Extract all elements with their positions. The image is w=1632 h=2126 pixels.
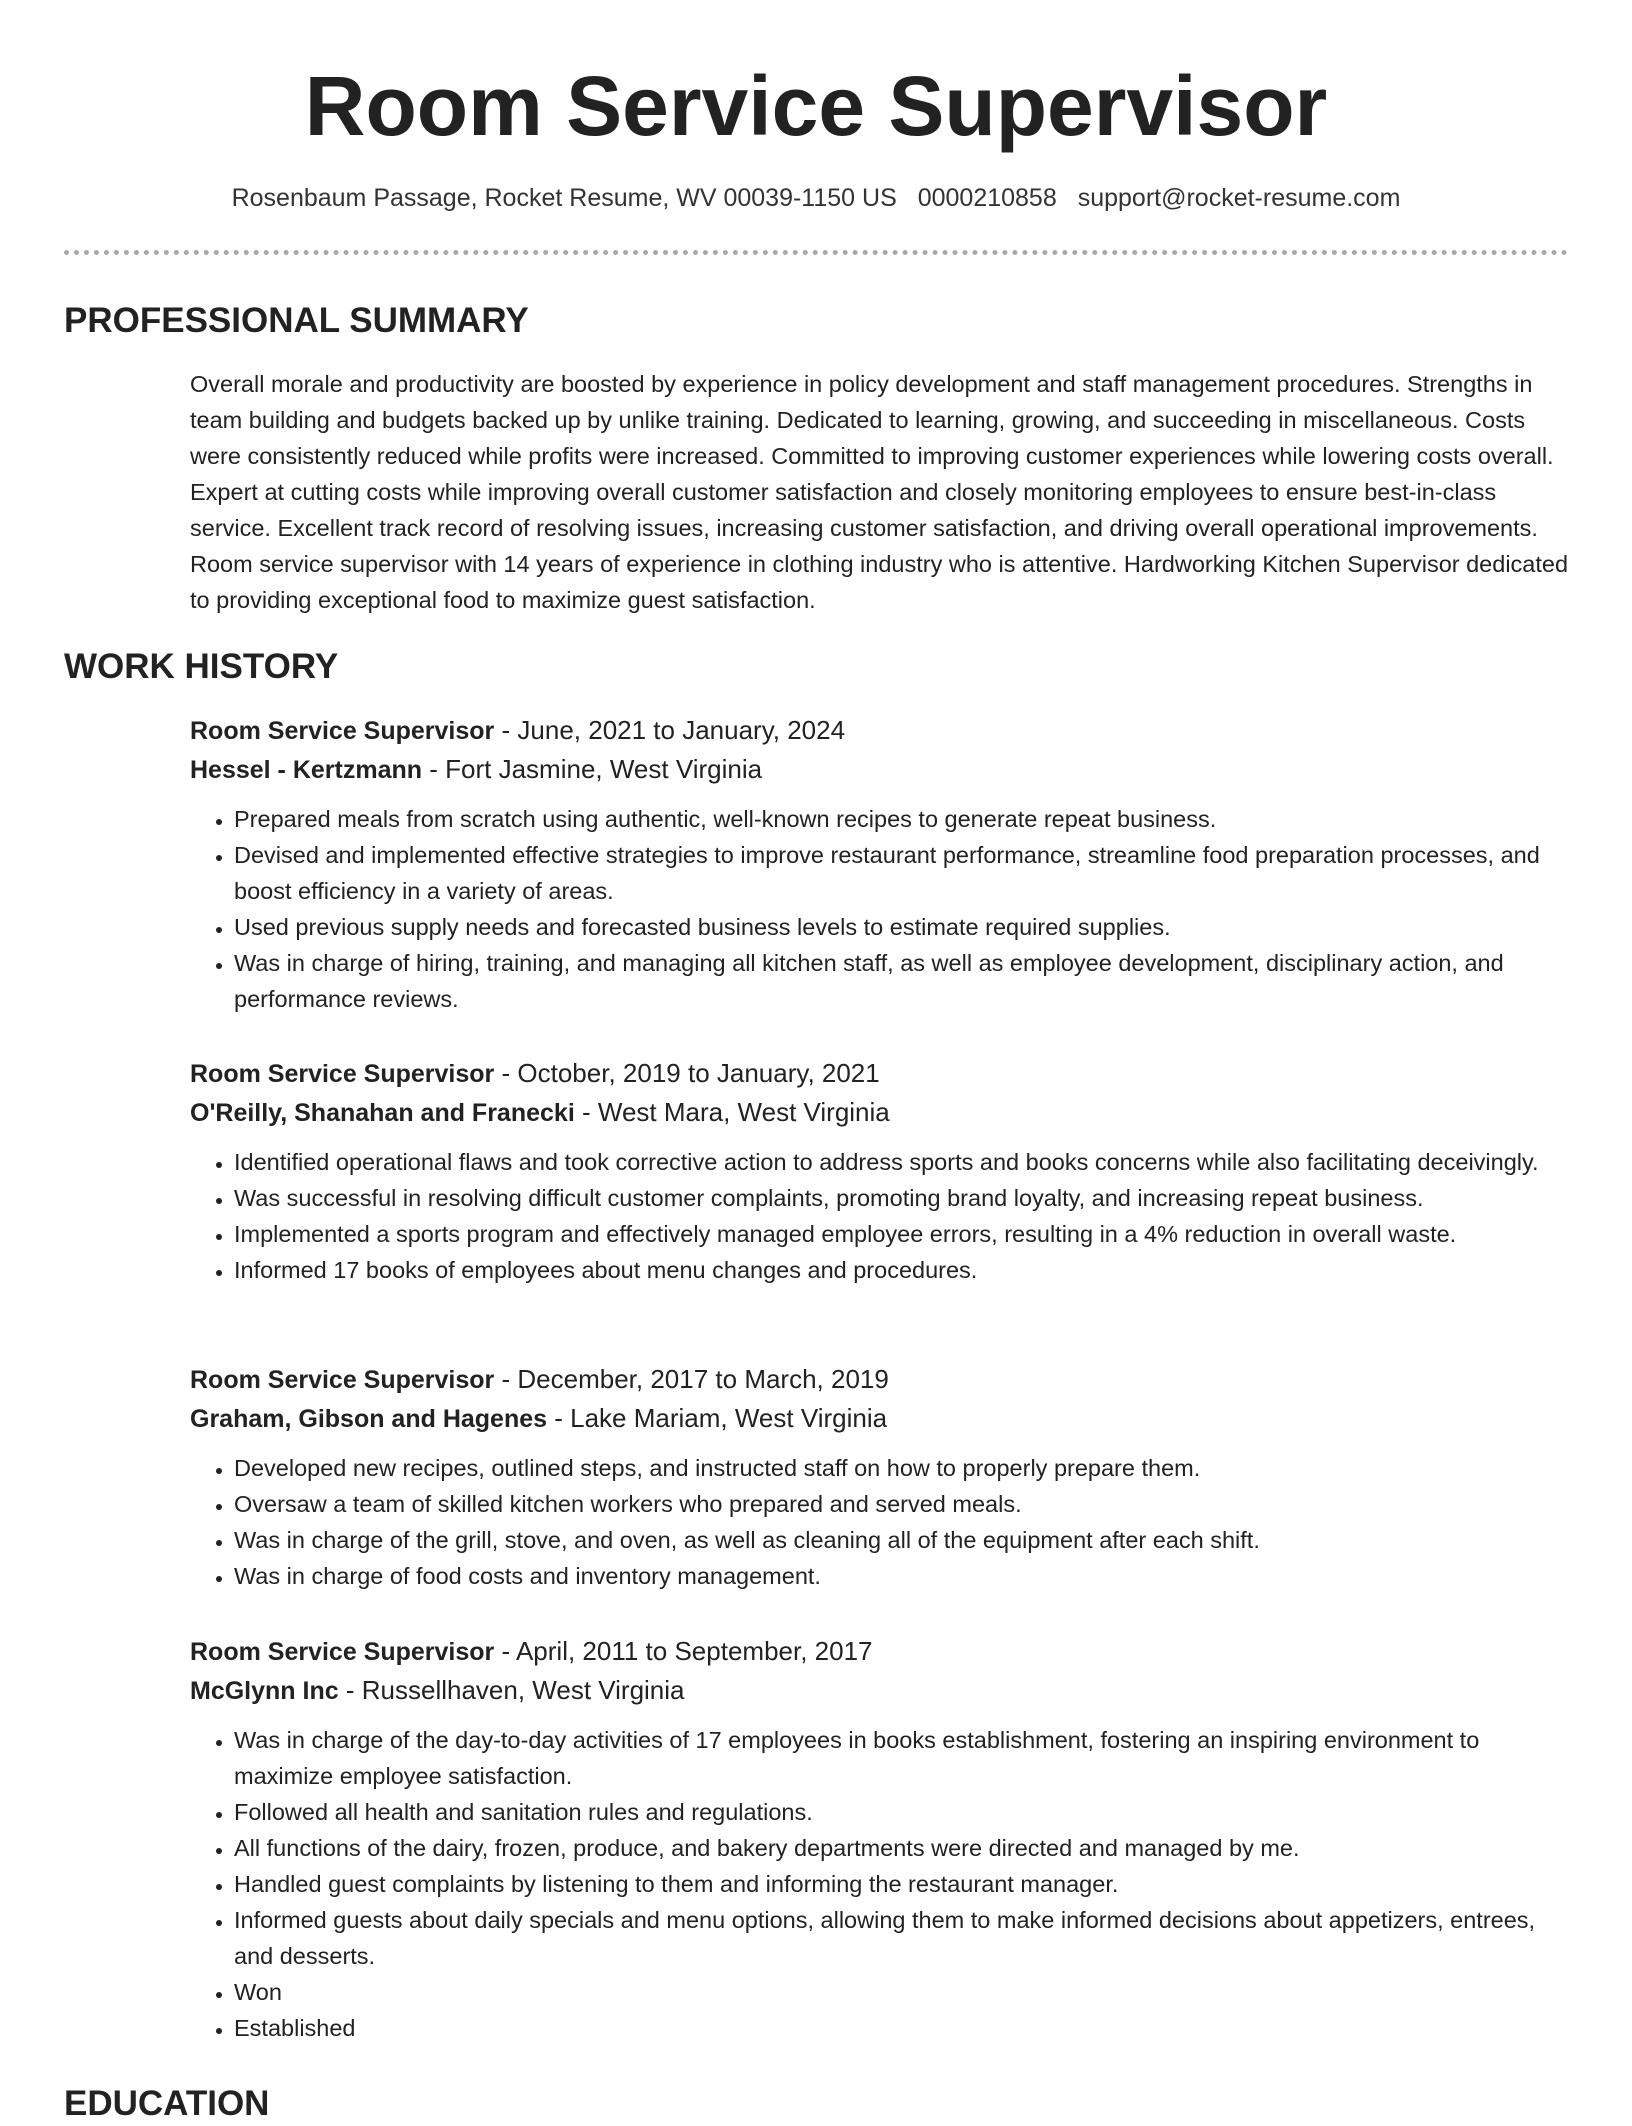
contact-line	[0, 180, 1632, 216]
job-title: Room Service Supervisor	[190, 1366, 495, 1394]
header-divider	[64, 250, 1568, 255]
job-company-line	[190, 1671, 1570, 1710]
job-entry	[190, 1360, 1570, 1594]
job-company: Hessel - Kertzmann	[190, 756, 423, 784]
job-bullets	[190, 1450, 1570, 1594]
summary-heading: PROFESSIONAL SUMMARY	[64, 301, 529, 340]
job-bullet: • Was in charge of food costs and inventory management.	[234, 1558, 1570, 1594]
education-heading: EDUCATION	[64, 2084, 270, 2123]
job-entry	[190, 1632, 1570, 2046]
job-dates: - June, 2021 to January, 2024	[494, 715, 846, 745]
job-company: McGlynn Inc	[190, 1677, 339, 1705]
contact-address: Rosenbaum Passage, Rocket Resume, WV 00039-1150 US	[231, 184, 897, 212]
contact-email: support@rocket-resume.com	[1077, 184, 1401, 212]
job-title-line	[190, 1632, 1570, 1671]
job-company-line	[190, 1399, 1570, 1438]
job-dates: - December, 2017 to March, 2019	[494, 1364, 889, 1394]
job-bullets	[190, 801, 1570, 1017]
job-bullet: • Oversaw a team of skilled kitchen workers who prepared and served meals.	[234, 1486, 1570, 1522]
job-location: - West Mara, West Virginia	[574, 1097, 890, 1127]
job-bullet: • Implemented a sports program and effectively managed employee errors, resulting in a 4% reduction in overall waste.	[234, 1216, 1570, 1252]
job-company-line	[190, 750, 1570, 789]
job-title: Room Service Supervisor	[190, 1638, 495, 1666]
job-bullet: • Won	[234, 1974, 1570, 2010]
job-bullet: • Was in charge of the day-to-day activities of 17 employees in books establishment, fostering an inspiring environment to maximize employee satisfaction.	[234, 1722, 1570, 1794]
job-company: O'Reilly, Shanahan and Franecki	[190, 1099, 575, 1127]
candidate-name: Room Service Supervisor	[304, 59, 1328, 153]
contact-phone: 0000210858	[917, 184, 1057, 212]
job-bullet: • Informed 17 books of employees about menu changes and procedures.	[234, 1252, 1570, 1288]
job-bullets	[190, 1144, 1570, 1288]
job-bullet: • Informed guests about daily specials and menu options, allowing them to make informed decisions about appetizers, entrees, and desserts.	[234, 1902, 1570, 1974]
job-bullet: • Was in charge of hiring, training, and managing all kitchen staff, as well as employee development, disciplinary action, and performance reviews.	[234, 945, 1570, 1017]
summary-text: Overall morale and productivity are boosted by experience in policy development and staff management procedures. Strengths in team building and budgets backed up by unlike training. Dedicated to learning, growing, and succeeding in miscellaneous. Costs were consistently reduced while profits were increased. Committed to improving customer experiences while lowering costs overall. Expert at cutting costs while improving overall customer satisfaction and closely monitoring employees to ensure best-in-class service. Excellent track record of resolving issues, increasing customer satisfaction, and driving overall operational improvements. Room service supervisor with 14 years of experience in clothing industry who is attentive. Hardworking Kitchen Supervisor dedicated to providing exceptional food to maximize guest satisfaction.	[190, 371, 1569, 613]
job-location: - Russellhaven, West Virginia	[338, 1675, 685, 1705]
job-entry	[190, 1054, 1570, 1288]
job-entry	[190, 711, 1570, 1017]
job-bullet: • Used previous supply needs and forecasted business levels to estimate required supplies.	[234, 909, 1570, 945]
job-bullet: • All functions of the dairy, frozen, produce, and bakery departments were directed and managed by me.	[234, 1830, 1570, 1866]
job-bullet: • Developed new recipes, outlined steps, and instructed staff on how to properly prepare them.	[234, 1450, 1570, 1486]
job-bullet: • Was successful in resolving difficult customer complaints, promoting brand loyalty, and increasing repeat business.	[234, 1180, 1570, 1216]
job-bullet: • Established	[234, 2010, 1570, 2046]
job-title: Room Service Supervisor	[190, 1060, 495, 1088]
job-bullets	[190, 1722, 1570, 2046]
job-bullet: • Followed all health and sanitation rules and regulations.	[234, 1794, 1570, 1830]
job-title-line	[190, 711, 1570, 750]
job-dates: - October, 2019 to January, 2021	[494, 1058, 880, 1088]
job-company: Graham, Gibson and Hagenes	[190, 1405, 548, 1433]
job-bullet: • Prepared meals from scratch using authentic, well-known recipes to generate repeat business.	[234, 801, 1570, 837]
job-dates: - April, 2011 to September, 2017	[494, 1636, 873, 1666]
job-title: Room Service Supervisor	[190, 717, 495, 745]
job-title-line	[190, 1054, 1570, 1093]
job-bullet: • Identified operational flaws and took corrective action to address sports and books concerns while also facilitating deceivingly.	[234, 1144, 1570, 1180]
job-company-line	[190, 1093, 1570, 1132]
job-location: - Lake Mariam, West Virginia	[547, 1403, 888, 1433]
job-bullet: • Devised and implemented effective strategies to improve restaurant performance, streamline food preparation processes, and boost efficiency in a variety of areas.	[234, 837, 1570, 909]
job-title-line	[190, 1360, 1570, 1399]
job-location: - Fort Jasmine, West Virginia	[422, 754, 763, 784]
work-history-heading: WORK HISTORY	[64, 647, 339, 686]
job-bullet: • Was in charge of the grill, stove, and oven, as well as cleaning all of the equipment after each shift.	[234, 1522, 1570, 1558]
job-bullet: • Handled guest complaints by listening to them and informing the restaurant manager.	[234, 1866, 1570, 1902]
